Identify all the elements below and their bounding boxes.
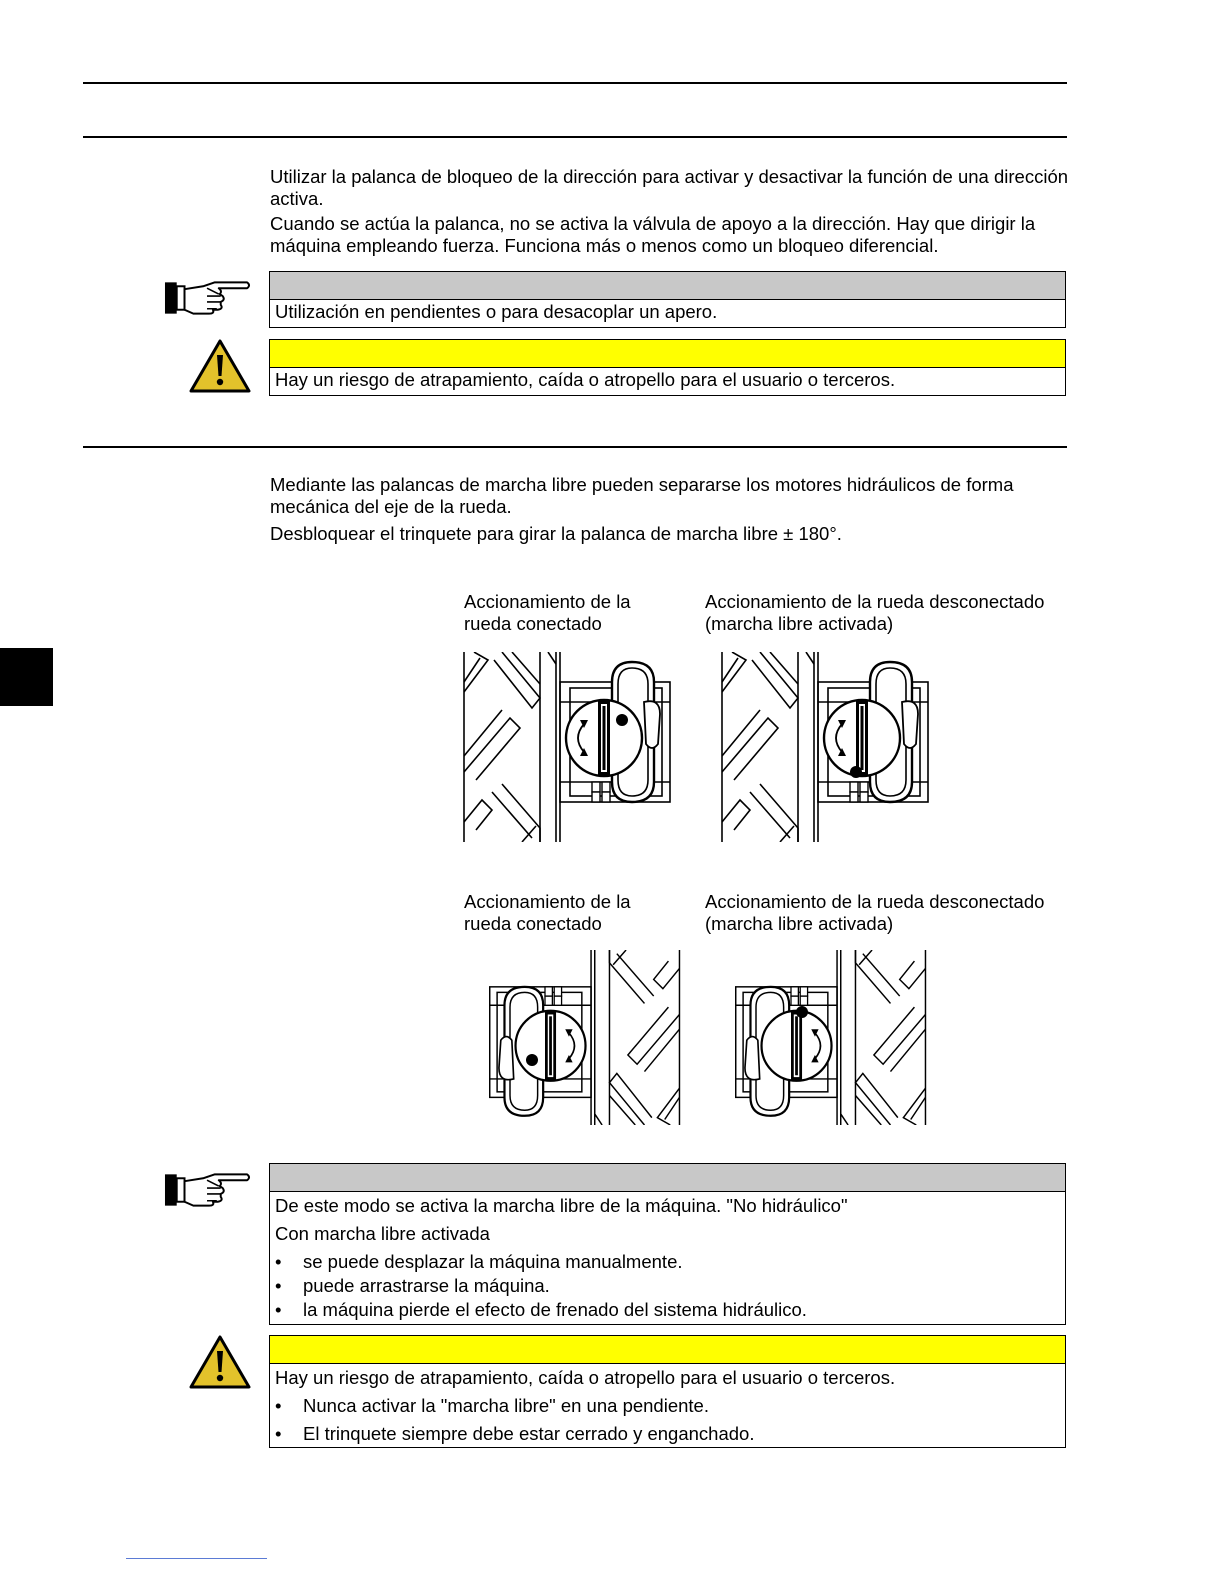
caption-row1-right [705, 591, 1075, 635]
warning-triangle-icon [188, 338, 252, 394]
list-item: • se puede desplazar la máquina manualmente. [270, 1250, 1065, 1274]
caption-line: (marcha libre activada) [705, 913, 894, 934]
chapter-tab [0, 648, 53, 706]
pointing-hand-icon [164, 278, 252, 318]
footer-link-underline [126, 1558, 267, 1559]
note-line-2: Con marcha libre activada [275, 1223, 490, 1244]
warning-triangle-icon [188, 1334, 252, 1390]
section2-paragraph-1: Mediante las palancas de marcha libre pueden separarse los motores hidráulicos de forma mecánica del eje de la rueda. [270, 474, 1014, 517]
figure-wheel-disconnected-mirrored [716, 950, 936, 1125]
list-item: • la máquina pierde el efecto de frenado del sistema hidráulico. [270, 1298, 1065, 1322]
caption-line: rueda conectado [464, 613, 602, 634]
caption-row2-right [705, 891, 1075, 935]
warning-box-2 [269, 1335, 1066, 1448]
caption-line: rueda conectado [464, 913, 602, 934]
section2-paragraph-2: Desbloquear el trinquete para girar la palanca de marcha libre ± 180°. [270, 523, 842, 544]
warning-text: Hay un riesgo de atrapamiento, caída o atropello para el usuario o terceros. [275, 369, 896, 390]
note-header [270, 272, 1065, 300]
list-item: • El trinquete siempre debe estar cerrado y enganchado. [270, 1420, 1065, 1448]
note-bullet-list [270, 1246, 1065, 1322]
caption-line: (marcha libre activada) [705, 613, 894, 634]
note-box-1 [269, 271, 1066, 328]
section1-rule [83, 136, 1067, 138]
warning-text: Hay un riesgo de atrapamiento, caída o atropello para el usuario o terceros. [275, 1367, 896, 1388]
caption-line: Accionamiento de la [464, 591, 631, 612]
caption-line: Accionamiento de la [464, 891, 631, 912]
figure-wheel-disconnected [720, 652, 940, 842]
warning-header [270, 1336, 1065, 1364]
caption-row2-left [464, 891, 694, 935]
list-item: • puede arrastrarse la máquina. [270, 1274, 1065, 1298]
note-text: Utilización en pendientes o para desacoplar un apero. [275, 301, 718, 322]
figure-wheel-connected [462, 652, 682, 842]
warning-header [270, 340, 1065, 368]
note-line-1: De este modo se activa la marcha libre de la máquina. "No hidráulico" [275, 1195, 848, 1216]
note-box-2 [269, 1163, 1066, 1325]
caption-row1-left [464, 591, 694, 635]
section2-rule [83, 446, 1067, 448]
caption-line: Accionamiento de la rueda desconectado [705, 591, 1045, 612]
caption-line: Accionamiento de la rueda desconectado [705, 891, 1045, 912]
warning-box-1 [269, 339, 1066, 396]
warning-bullet-list [270, 1390, 1065, 1448]
note-header [270, 1164, 1065, 1192]
top-rule [83, 82, 1067, 84]
figure-wheel-connected-mirrored [470, 950, 690, 1125]
list-item: • Nunca activar la "marcha libre" en una pendiente. [270, 1392, 1065, 1420]
section1-paragraph-1: Utilizar la palanca de bloqueo de la dirección para activar y desactivar la función de una dirección activa. [270, 166, 1069, 209]
section1-paragraph-2: Cuando se actúa la palanca, no se activa la válvula de apoyo a la dirección. Hay que dirigir la máquina empleando fuerza. Funciona más o menos como un bloqueo diferencial. [270, 213, 1036, 256]
pointing-hand-icon [164, 1170, 252, 1210]
